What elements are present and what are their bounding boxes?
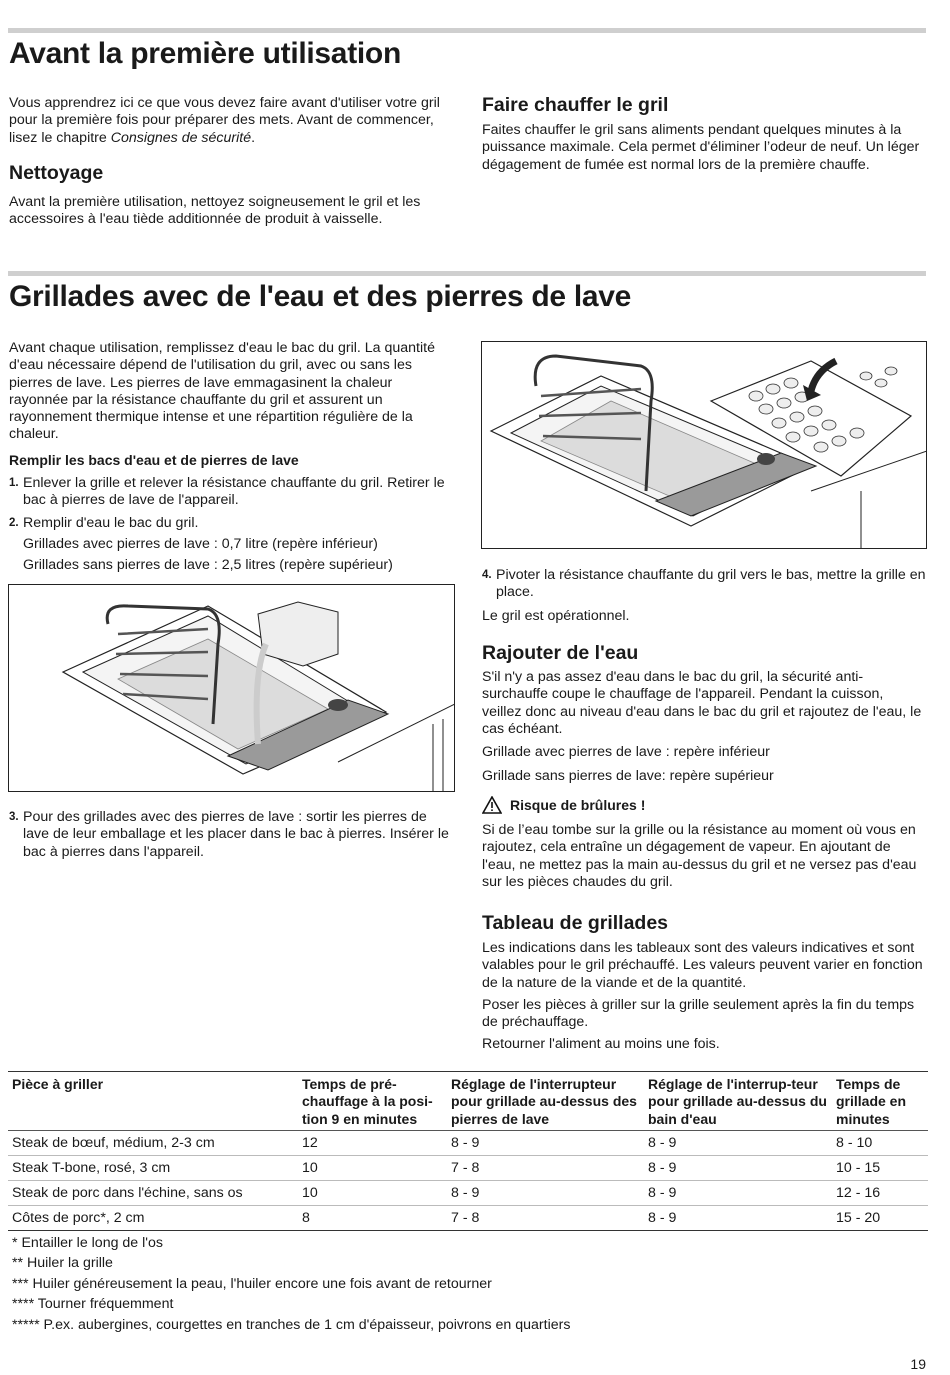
- safety-chapter-reference: Consignes de sécurité: [110, 129, 252, 146]
- step-number: 4.: [482, 569, 492, 581]
- add-water-heading: Rajouter de l'eau: [482, 642, 639, 664]
- grill-table-heading: Tableau de grillades: [482, 912, 669, 934]
- step-3: [9, 809, 455, 861]
- intro-text-end: .: [251, 129, 256, 146]
- fill-trays-subheading: Remplir les bacs d'eau et de pierres de lave: [9, 452, 299, 468]
- grill-water-filling-illustration: [8, 584, 455, 792]
- cleaning-text: Avant la première utilisation, nettoyez soigneusement le gril et les accessoires à l'eau tiède additionnée de produit à vaisselle.: [9, 194, 421, 228]
- grill-table-text-2: Poser les pièces à griller sur la grille seulement après la fin du temps de préchauffage.: [482, 996, 915, 1031]
- add-water-without-stones: Grillade sans pierres de lave: repère supérieur: [482, 768, 774, 785]
- section-title-grilling: Grillades avec de l'eau et des pierres de lave: [9, 280, 632, 313]
- footnote: ** Huiler la grille: [12, 1255, 113, 1272]
- footnote: *** Huiler généreusement la peau, l'huiler encore une fois avant de retourner: [12, 1275, 492, 1292]
- table-cell: 8: [302, 1209, 310, 1226]
- steps-1-2: [9, 475, 455, 574]
- footnote: ***** P.ex. aubergines, courgettes en tranches de 1 cm d'épaisseur, poivrons en quartiers: [12, 1316, 571, 1333]
- table-cell: Steak T-bone, rosé, 3 cm: [12, 1159, 171, 1176]
- footnote: * Entailler le long de l'os: [12, 1235, 163, 1251]
- table-row: [8, 1205, 928, 1230]
- table-cell: 8 - 10: [836, 1134, 873, 1151]
- table-cell: 10: [302, 1159, 318, 1176]
- table-cell: 15 - 20: [836, 1209, 881, 1226]
- step-1: [9, 475, 455, 510]
- step-number: 2.: [9, 516, 19, 529]
- burn-warning-title: Risque de brûlures !: [510, 797, 646, 813]
- section-title-first-use: Avant la première utilisation: [9, 37, 401, 70]
- add-water-with-stones: Grillade avec pierres de lave : repère inférieur: [482, 744, 770, 761]
- step-text: Enlever la grille et relever la résistance chauffante du gril. Retirer le bac à pierres de lave de l'appareil.: [23, 475, 445, 509]
- table-row: [8, 1155, 928, 1180]
- header-grill-time: Temps de grillade en minutes: [836, 1076, 907, 1127]
- table-cell: 7 - 8: [451, 1159, 480, 1176]
- grill-table-intro: [482, 940, 926, 1054]
- lava-stones-illustration: [481, 341, 927, 549]
- table-cell: 12: [302, 1134, 318, 1151]
- step-number: 1.: [9, 477, 19, 489]
- step-text: Pivoter la résistance chauffante du gril vers le bas, mettre la grille en place.: [496, 567, 926, 601]
- step-text: Pour des grillades avec des pierres de lave : sortir les pierres de lave de leur emballage et les placer dans le bac à pierres. Insérer le bac à pierres dans l'appareil.: [23, 809, 449, 860]
- section-rule: [8, 28, 926, 33]
- cleaning-heading: Nettoyage: [9, 162, 104, 184]
- step-2: [9, 515, 455, 532]
- table-row: [8, 1130, 928, 1155]
- header-setting-water: Réglage de l'interrup-teur pour grillade au-dessus du bain d'eau: [648, 1076, 827, 1127]
- table-cell: 8 - 9: [648, 1134, 677, 1151]
- grill-table-text-1: Les indications dans les tableaux sont des valeurs indicatives et sont valables pour le gril préchauffé. Les valeurs peuvent varier en fonction de la nature de la viande et de la quantité.: [482, 940, 923, 991]
- step-text: Remplir d'eau le bac du gril.: [23, 514, 199, 531]
- add-water-block: [482, 669, 926, 786]
- table-cell: 8 - 9: [648, 1184, 677, 1201]
- table-cell: 7 - 8: [451, 1209, 480, 1226]
- step-number: 3.: [9, 811, 19, 823]
- first-use-intro: [9, 95, 455, 147]
- grilling-intro: Avant chaque utilisation, remplissez d'eau le bac du gril. La quantité d'eau nécessaire dépend de l'utilisation du gril, avec ou sans les pierres de lave. Les pierres de lave emmagasinent la chaleur rayonnée par la résistance chauffante du gril et assurent un rayonnement thermique intense et une répartition régulière de la chaleur.: [9, 340, 435, 443]
- table-cell: 8 - 9: [451, 1184, 480, 1201]
- table-cell: 12 - 16: [836, 1184, 881, 1201]
- burn-warning-text: Si de l’eau tombe sur la grille ou la résistance au moment où vous en rajoutez, cela entraîne un dégagement de vapeur. En ajoutant de l'eau, ne mettez pas la main au-dessus du gril et ne versez pas d'eau sur les pièces chaudes du gril.: [482, 822, 917, 890]
- heating-text: Faites chauffer le gril sans aliments pendant quelques minutes à la puissance maximale. Cela permet d'éliminer l’odeur de neuf. Un léger dégagement de fumée est normal lors de la première chauffe.: [482, 122, 920, 173]
- table-cell: Côtes de porc*, 2 cm: [12, 1209, 145, 1226]
- header-setting-lava: Réglage de l'interrupteur pour grillade au-dessus des pierres de lave: [451, 1076, 637, 1127]
- table-row: [8, 1180, 928, 1205]
- table-cell: Steak de porc dans l'échine, sans os: [12, 1184, 243, 1201]
- step-4-block: [482, 567, 926, 625]
- table-cell: Steak de bœuf, médium, 2-3 cm: [12, 1134, 215, 1151]
- table-cell: 10 - 15: [836, 1159, 881, 1176]
- section-rule: [8, 271, 926, 276]
- step-3-block: [9, 809, 455, 861]
- heating-heading: Faire chauffer le gril: [482, 94, 669, 116]
- footnotes: [12, 1233, 912, 1335]
- table-cell: 8 - 9: [451, 1134, 480, 1151]
- page-number: 19: [910, 1356, 926, 1372]
- header-piece: Pièce à griller: [12, 1076, 104, 1092]
- warning-triangle-icon: [482, 796, 502, 814]
- header-preheat-time: Temps de pré-chauffage à la posi-tion 9 en minutes: [302, 1076, 433, 1127]
- footnote: **** Tourner fréquemment: [12, 1296, 174, 1313]
- grill-table-text-3: Retourner l'aliment au moins une fois.: [482, 1036, 720, 1053]
- step-2-with-stones: Grillades avec pierres de lave : 0,7 litre (repère inférieur): [23, 535, 378, 552]
- step-2-without-stones: Grillades sans pierres de lave : 2,5 litres (repère supérieur): [23, 557, 393, 574]
- table-cell: 10: [302, 1184, 318, 1201]
- step-4: [482, 567, 926, 602]
- table-cell: 8 - 9: [648, 1209, 677, 1226]
- grilling-table: [8, 1071, 928, 1231]
- grill-ready-text: Le gril est opérationnel.: [482, 607, 630, 624]
- intro-text: Vous apprendrez ici ce que vous devez faire avant d'utiliser votre gril pour la première fois pour préparer des mets. Avant de commencer, lisez le chapitre: [9, 95, 440, 146]
- add-water-text: S'il n'y a pas assez d'eau dans le bac du gril, la sécurité anti-surchauffe coupe le chauffage de l'appareil. Pendant la cuisson, veillez donc au niveau d'eau dans le bac du gril et rajoutez de l'eau, le cas échéant.: [482, 669, 922, 737]
- table-header-row: [8, 1072, 928, 1131]
- table-cell: 8 - 9: [648, 1159, 677, 1176]
- burn-warning-heading: [482, 796, 926, 814]
